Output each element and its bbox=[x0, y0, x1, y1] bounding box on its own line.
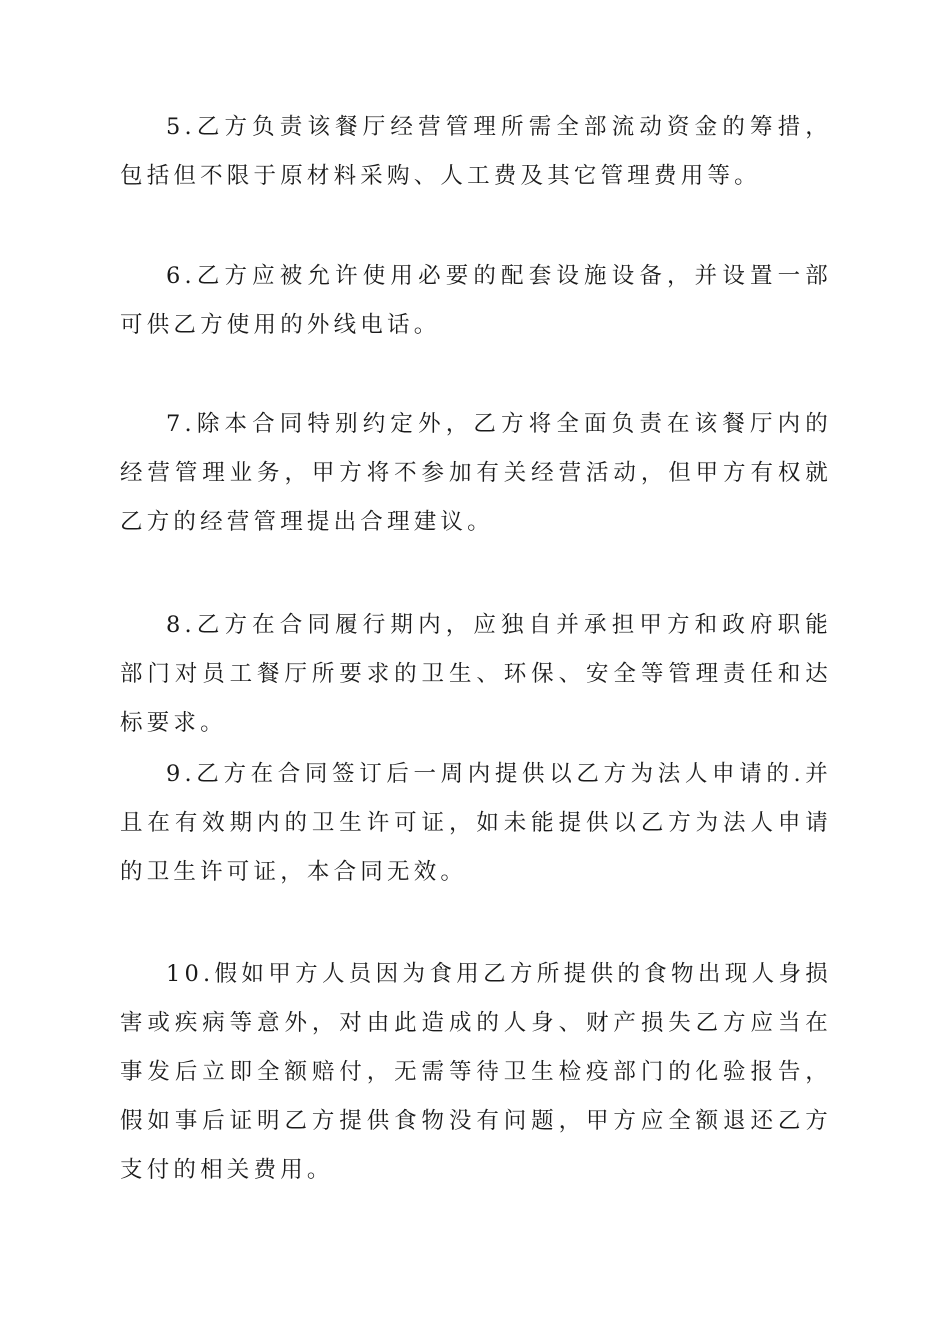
clause-8: 8.乙方在合同履行期内，应独自并承担甲方和政府职能部门对员工餐厅所要求的卫生、环保、安全等管理责任和达标要求。 bbox=[120, 612, 832, 736]
clause-7: 7.除本合同特别约定外，乙方将全面负责在该餐厅内的经营管理业务，甲方将不参加有关经营活动，但甲方有权就乙方的经营管理提出合理建议。 bbox=[120, 411, 832, 535]
clause-10: 10.假如甲方人员因为食用乙方所提供的食物出现人身损害或疾病等意外，对由此造成的人身、财产损失乙方应当在事发后立即全额赔付，无需等待卫生检疫部门的化验报告，假如事后证明乙方提供食物没有问题，甲方应全额退还乙方支付的相关费用。 bbox=[120, 961, 832, 1183]
clause-9: 9.乙方在合同签订后一周内提供以乙方为法人申请的.并且在有效期内的卫生许可证，如未能提供以乙方为法人申请的卫生许可证，本合同无效。 bbox=[120, 761, 832, 885]
clause-5: 5.乙方负责该餐厅经营管理所需全部流动资金的筹措，包括但不限于原材料采购、人工费及其它管理费用等。 bbox=[120, 114, 832, 189]
clause-6: 6.乙方应被允许使用必要的配套设施设备，并设置一部可供乙方使用的外线电话。 bbox=[120, 263, 832, 338]
